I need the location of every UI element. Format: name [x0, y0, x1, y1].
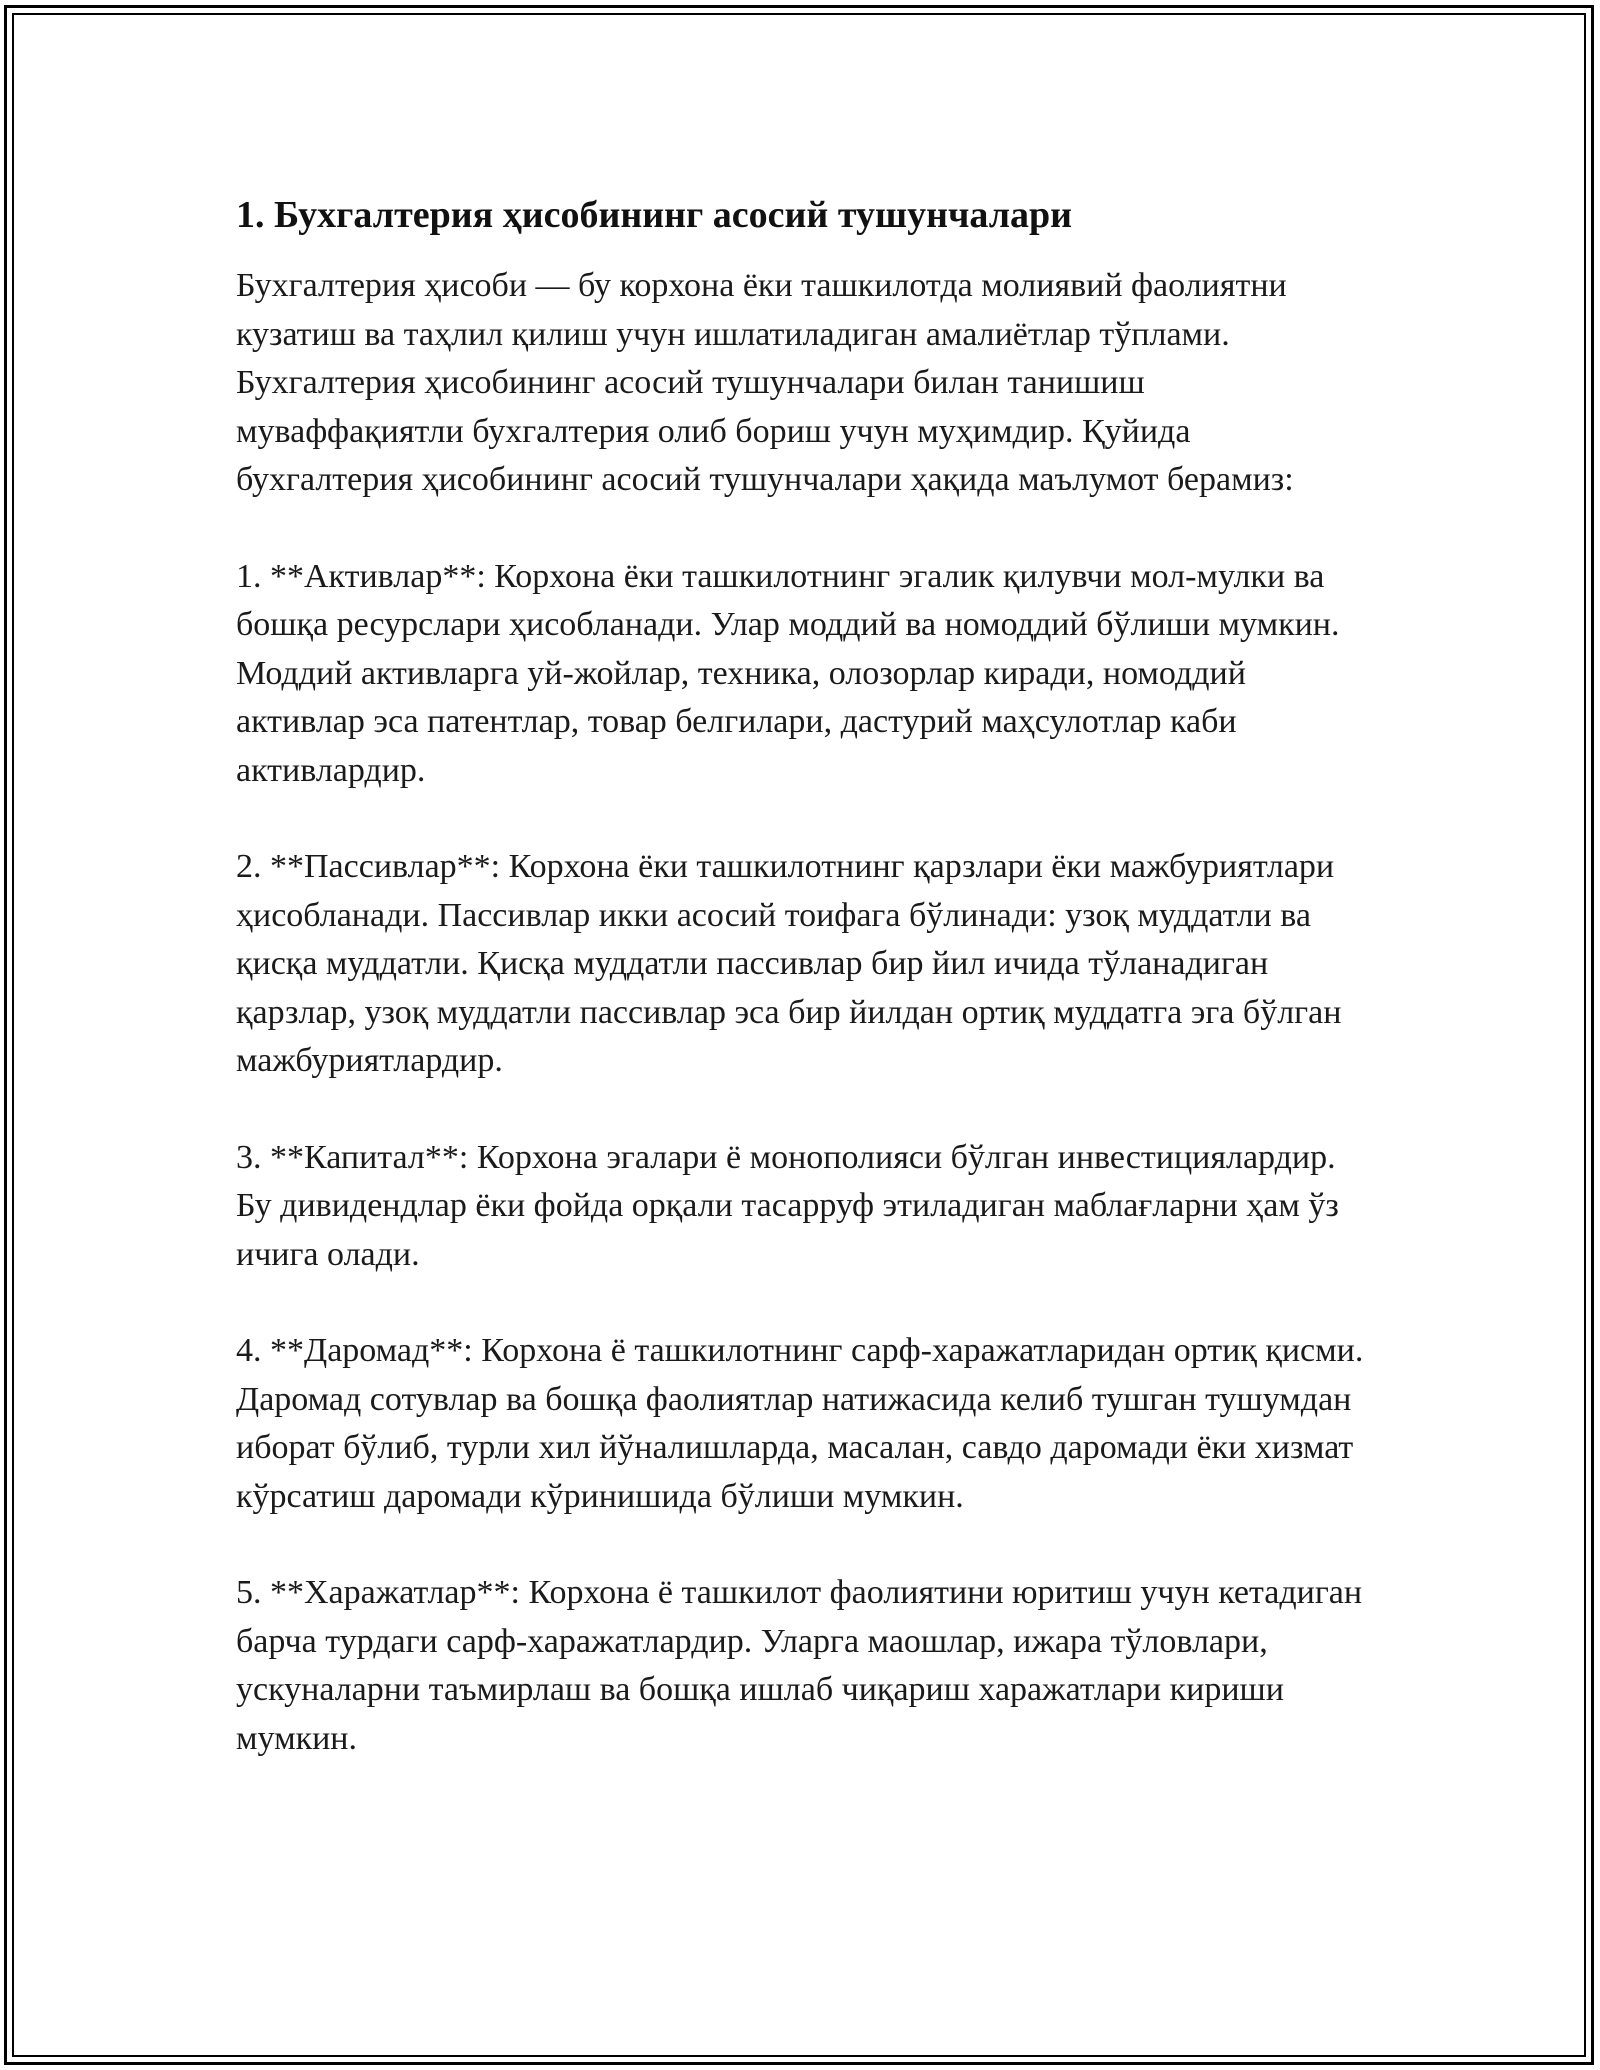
intro-paragraph: Бухгалтерия ҳисоби — бу корхона ёки ташкилотда молиявий фаолиятни кузатиш ва таҳлил қилиш учун ишлатиладиган амалиётлар тўплами. Бухгалтерия ҳисобининг асосий тушунчалари билан танишиш муваффақиятли бухгалтерия олиб бориш учун муҳимдир. Қуйида бухгалтерия ҳисобининг асосий тушунчалари ҳақида маълумот берамиз:	[236, 267, 1294, 498]
document-body	[236, 190, 1376, 1811]
list-item-liabilities: 2. **Пассивлар**: Корхона ёки ташкилотнинг қарзлари ёки мажбуриятлари ҳисобланади. Пассивлар икки асосий тоифага бўлинади: узоқ муддатли ва қисқа муддатли. Қисқа муддатли пассивлар бир йил ичида тўланадиган қарзлар, узоқ муддатли пассивлар эса бир йилдан ортиқ муддатга эга бўлган мажбуриятлардир.	[236, 848, 1342, 1079]
list-item-income: 4. **Даромад**: Корхона ё ташкилотнинг сарф-харажатларидан ортиқ қисми. Даромад сотувлар ва бошқа фаолиятлар натижасида келиб тушган тушумдан иборат бўлиб, турли хил йўналишларда, масалан, савдо даромади ёки хизмат кўрсатиш даромади кўринишида бўлиши мумкин.	[236, 1332, 1364, 1515]
list-item-expenses: 5. **Харажатлар**: Корхона ё ташкилот фаолиятини юритиш учун кетадиган барча турдаги сарф-харажатлардир. Уларга маошлар, ижара тўловлари, ускуналарни таъмирлаш ва бошқа ишлаб чиқариш харажатлари кириши мумкин.	[236, 1574, 1363, 1757]
document-heading: 1. Бухгалтерия ҳисобининг асосий тушунчалари	[236, 194, 1073, 236]
list-item-capital: 3. **Капитал**: Корхона эгалари ё монополияси бўлган инвестициялардир. Бу дивидендлар ёки фойда орқали тасарруф этиладиган маблағларни ҳам ўз ичига олади.	[236, 1138, 1339, 1273]
list-item-assets: 1. **Активлар**: Корхона ёки ташкилотнинг эгалик қилувчи мол-мулки ва бошқа ресурслари ҳисобланади. Улар моддий ва номоддий бўлиши мумкин. Моддий активларга уй-жойлар, техника, олозорлар киради, номоддий активлар эса патентлар, товар белгилари, дастурий маҳсулотлар каби активлардир.	[236, 557, 1340, 789]
